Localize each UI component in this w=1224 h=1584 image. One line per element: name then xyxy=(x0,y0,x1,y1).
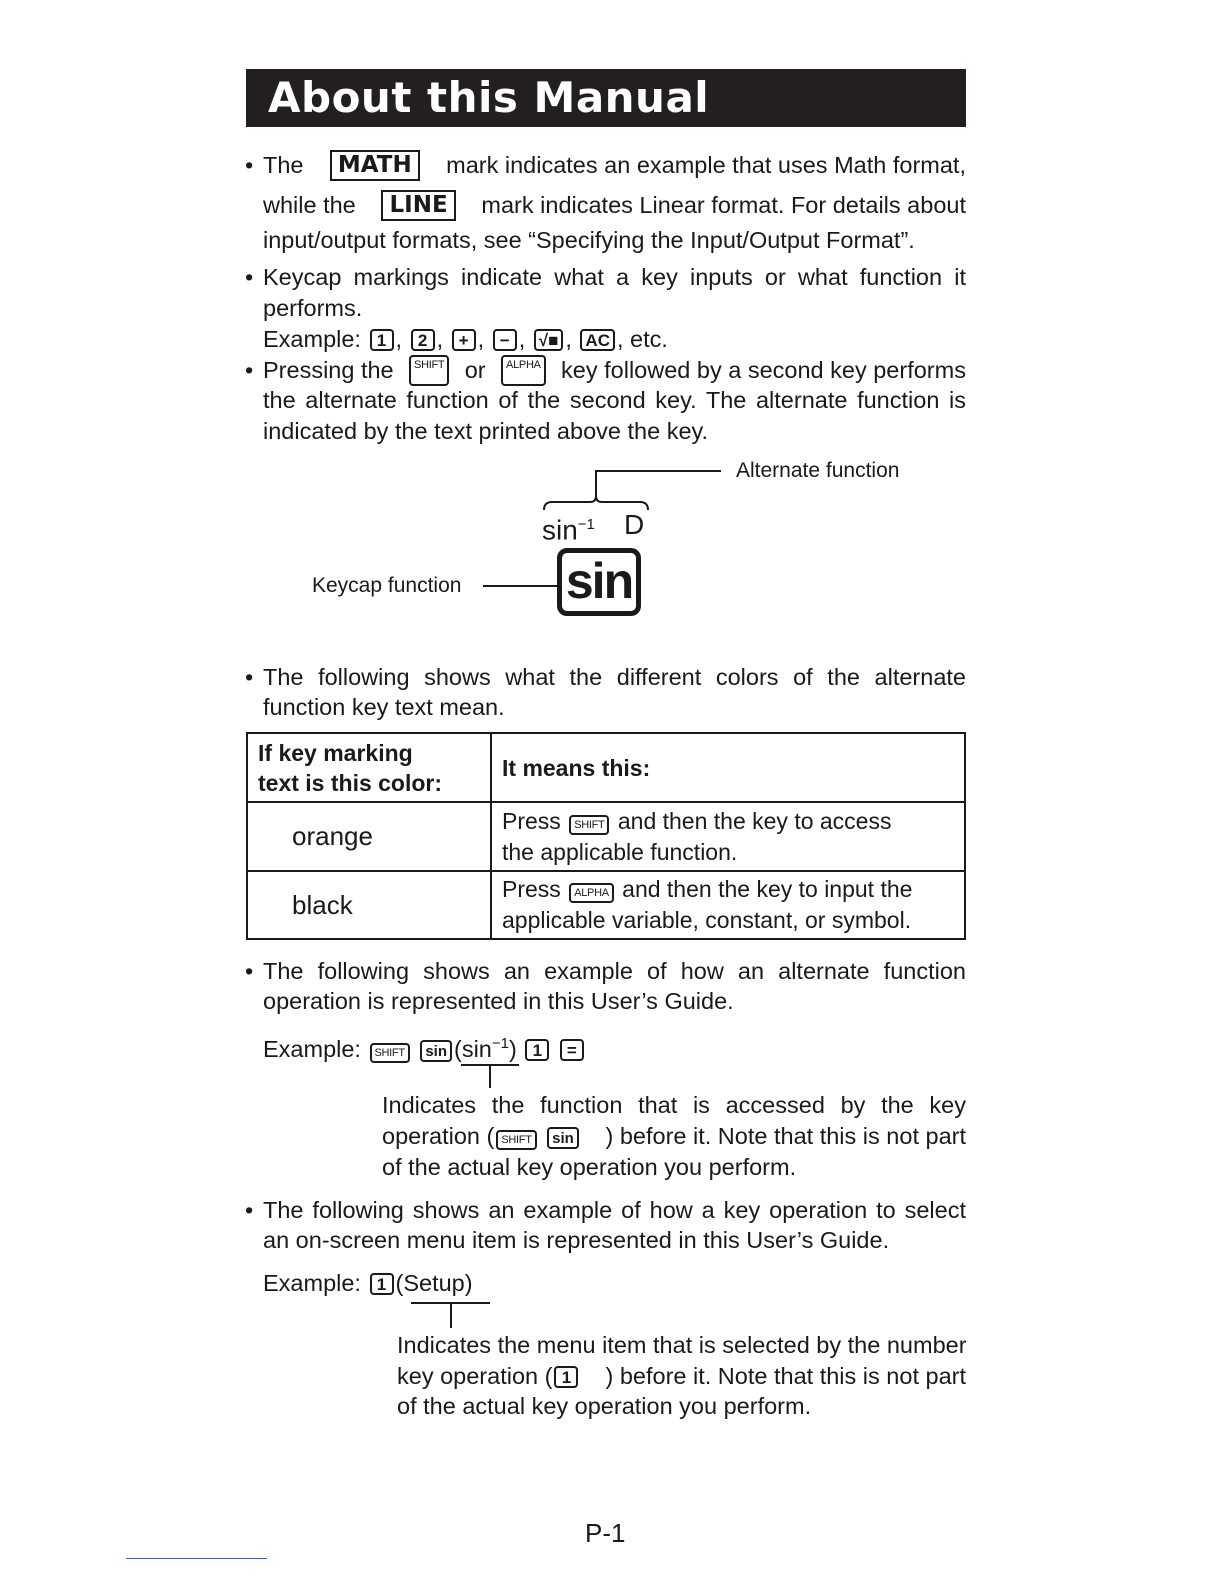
colors-intro-line2: function key text mean. xyxy=(263,694,505,720)
alt-leader-line xyxy=(595,470,721,472)
menu-example-line2: an on-screen menu item is represented in this User’s Guide. xyxy=(263,1227,890,1253)
example2-bracket-stem xyxy=(450,1302,452,1328)
keycap-line1: Keycap markings indicate what a key inputs or what function it xyxy=(263,264,966,290)
math-format-line2: while the LINE mark indicates Linear format. For details about xyxy=(263,190,966,221)
table-row xyxy=(247,802,965,871)
table-header-meaning: It means this: xyxy=(491,733,965,802)
table-header-color: If key marking text is this color: xyxy=(247,733,491,802)
sin-key: sin xyxy=(420,1040,452,1062)
bullet-dot: • xyxy=(245,664,254,690)
alpha-key: ALPHA xyxy=(501,355,546,386)
bullet-dot: • xyxy=(245,264,254,290)
example1-note-line3: of the actual key operation you perform. xyxy=(382,1154,797,1180)
line-mark: LINE xyxy=(381,190,455,221)
alt-leader-stem xyxy=(595,470,597,496)
alternate-function-label: Alternate function xyxy=(736,459,900,482)
shift-alpha-line3: indicated by the text printed above the key. xyxy=(263,418,709,444)
keycap-line2: performs. xyxy=(263,295,363,321)
shift-key: SHIFT xyxy=(496,1130,536,1150)
color-cell-black: black xyxy=(247,871,491,939)
math-mark: MATH xyxy=(330,150,420,181)
table-row xyxy=(247,871,965,939)
key-1: 1 xyxy=(370,1273,394,1295)
key-minus: − xyxy=(493,329,517,351)
alt-example-line2: operation is represented in this User’s Guide. xyxy=(263,988,734,1014)
sin-key: sin xyxy=(547,1127,579,1149)
example2-sequence: Example: 1 (Setup) xyxy=(263,1270,473,1296)
shift-alpha-line1: Pressing the SHIFT or ALPHA key followed by a second key performs xyxy=(263,355,966,386)
bullet-dot: • xyxy=(245,1197,254,1223)
colors-intro-line1: The following shows what the different colors of the alternate xyxy=(263,664,966,690)
sin-key-illustration: sin xyxy=(557,548,641,616)
color-meaning-table xyxy=(246,732,966,940)
footer-rule xyxy=(126,1558,267,1559)
example2-note-line3: of the actual key operation you perform. xyxy=(397,1393,812,1419)
example1-note-line1: Indicates the function that is accessed by the key xyxy=(382,1092,966,1118)
example1-note-line2: operation ( SHIFT sin ) before it. Note that this is not part xyxy=(382,1123,966,1149)
key-sqrt: √■ xyxy=(534,329,564,351)
shift-key: SHIFT xyxy=(569,815,609,835)
shift-key: SHIFT xyxy=(370,1043,410,1063)
key-equals: = xyxy=(560,1039,584,1061)
math-format-line3: input/output formats, see “Specifying the Input/Output Format”. xyxy=(263,227,915,253)
example2-note-line2: key operation ( 1 ) before it. Note that this is not part xyxy=(397,1363,966,1389)
key-ac: AC xyxy=(580,329,615,351)
alt-sin-inv: $\sin^{-1}$ xyxy=(542,514,595,546)
key-1: 1 xyxy=(525,1039,549,1061)
bullet-dot: • xyxy=(245,958,254,984)
meaning-cell: Press SHIFT and then the key to access the applicable function. xyxy=(491,802,965,871)
alt-d-label: D xyxy=(624,509,645,540)
example1-bracket-stem xyxy=(489,1064,491,1088)
keycap-leader-line xyxy=(483,585,557,587)
alt-example-line1: The following shows an example of how an alternate function xyxy=(263,958,966,984)
page-number: P-1 xyxy=(585,1518,626,1548)
alpha-key: ALPHA xyxy=(569,883,614,903)
shift-alpha-line2: the alternate function of the second key. The alternate function is xyxy=(263,387,966,413)
shift-key: SHIFT xyxy=(409,355,449,386)
bullet-dot: • xyxy=(245,357,254,383)
math-format-line1: The MATH mark indicates an example that uses Math format, xyxy=(263,150,966,181)
key-1: 1 xyxy=(370,329,394,351)
table-header-row xyxy=(247,733,965,802)
key-2: 2 xyxy=(411,329,435,351)
page-title: About this Manual xyxy=(268,73,710,122)
meaning-cell: Press ALPHA and then the key to input the applicable variable, constant, or symbol. xyxy=(491,871,965,939)
key-plus: + xyxy=(452,329,476,351)
keycap-example: Example: 1 , 2 , + , − , √■ , AC , etc. xyxy=(263,326,668,352)
bullet-dot: • xyxy=(245,152,254,178)
menu-example-line1: The following shows an example of how a key operation to select xyxy=(263,1197,966,1223)
key-1: 1 xyxy=(554,1366,578,1388)
example1-sequence: Example: SHIFT $\sin (\sin^{-1}) 1$ = xyxy=(263,1028,586,1065)
keycap-function-label: Keycap function xyxy=(312,574,462,597)
example2-note-line1: Indicates the menu item that is selected by the number xyxy=(397,1332,967,1358)
color-cell-orange: orange xyxy=(247,802,491,871)
